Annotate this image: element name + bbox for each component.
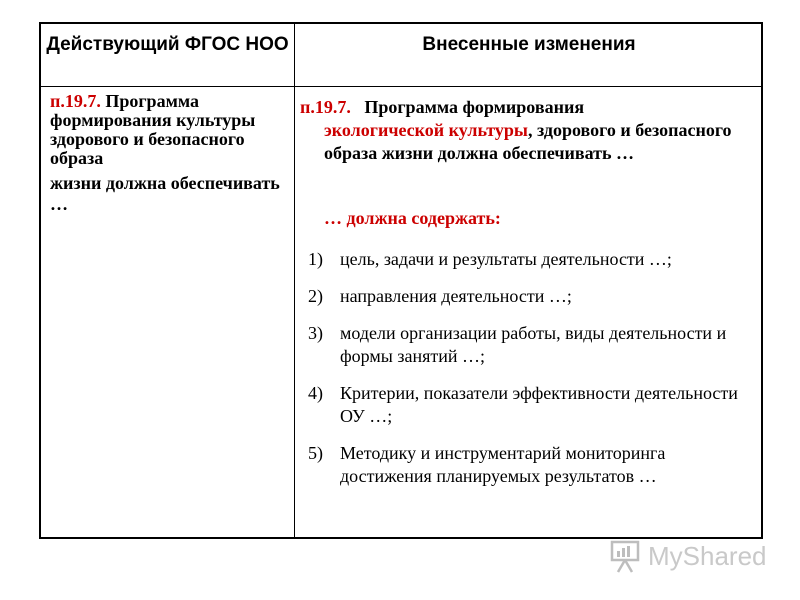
changes-contains-label: … должна содержать: [324,208,501,228]
list-item-text: направления деятельности …; [340,286,572,306]
changes-text-rest: , здорового и безопасного образа жизни должна обеспечивать … [324,120,732,163]
current-clause-text: Программа формирования культуры здорового и безопасного образа [50,91,256,168]
list-item-number: 3) [308,323,323,343]
changes-text-block [300,119,750,165]
list-item-text: Методику и инструментарий мониторинга достижения планируемых результатов … [340,443,666,486]
comparison-table [39,22,763,539]
presentation-board-icon [606,538,646,574]
list-item-text: Критерии, показатели эффективности деятельности ОУ …; [340,383,738,426]
list-item-text: цель, задачи и результаты деятельности …; [340,249,672,269]
list-item-number: 5) [308,443,323,463]
changes-cell-intro [300,96,750,165]
header-current-standard: Действующий ФГОС НОО [46,34,289,55]
list-item [308,442,758,488]
changes-list [308,248,758,502]
current-standard-text-1 [50,92,285,168]
list-item-number: 2) [308,286,323,306]
list-item-text: модели организации работы, виды деятельности и формы занятий …; [340,323,727,366]
changes-highlight: экологической культуры [324,120,528,140]
header-divider [41,86,761,87]
list-item [308,382,758,428]
changes-text-start: Программа формирования [364,97,585,117]
list-item-number: 1) [308,249,323,269]
header-changes: Внесенные изменения [422,34,636,55]
list-item [308,248,758,271]
current-standard-text-2: жизни должна обеспечивать … [50,173,280,214]
changes-clause-number: п.19.7. [300,97,351,117]
current-standard-cell [50,92,285,215]
current-clause-number: п.19.7. [50,91,101,111]
list-item-number: 4) [308,383,323,403]
list-item [308,322,758,368]
watermark-text: MyShared [648,541,767,571]
column-divider [294,24,295,537]
watermark[interactable] [606,538,766,574]
list-item [308,285,758,308]
